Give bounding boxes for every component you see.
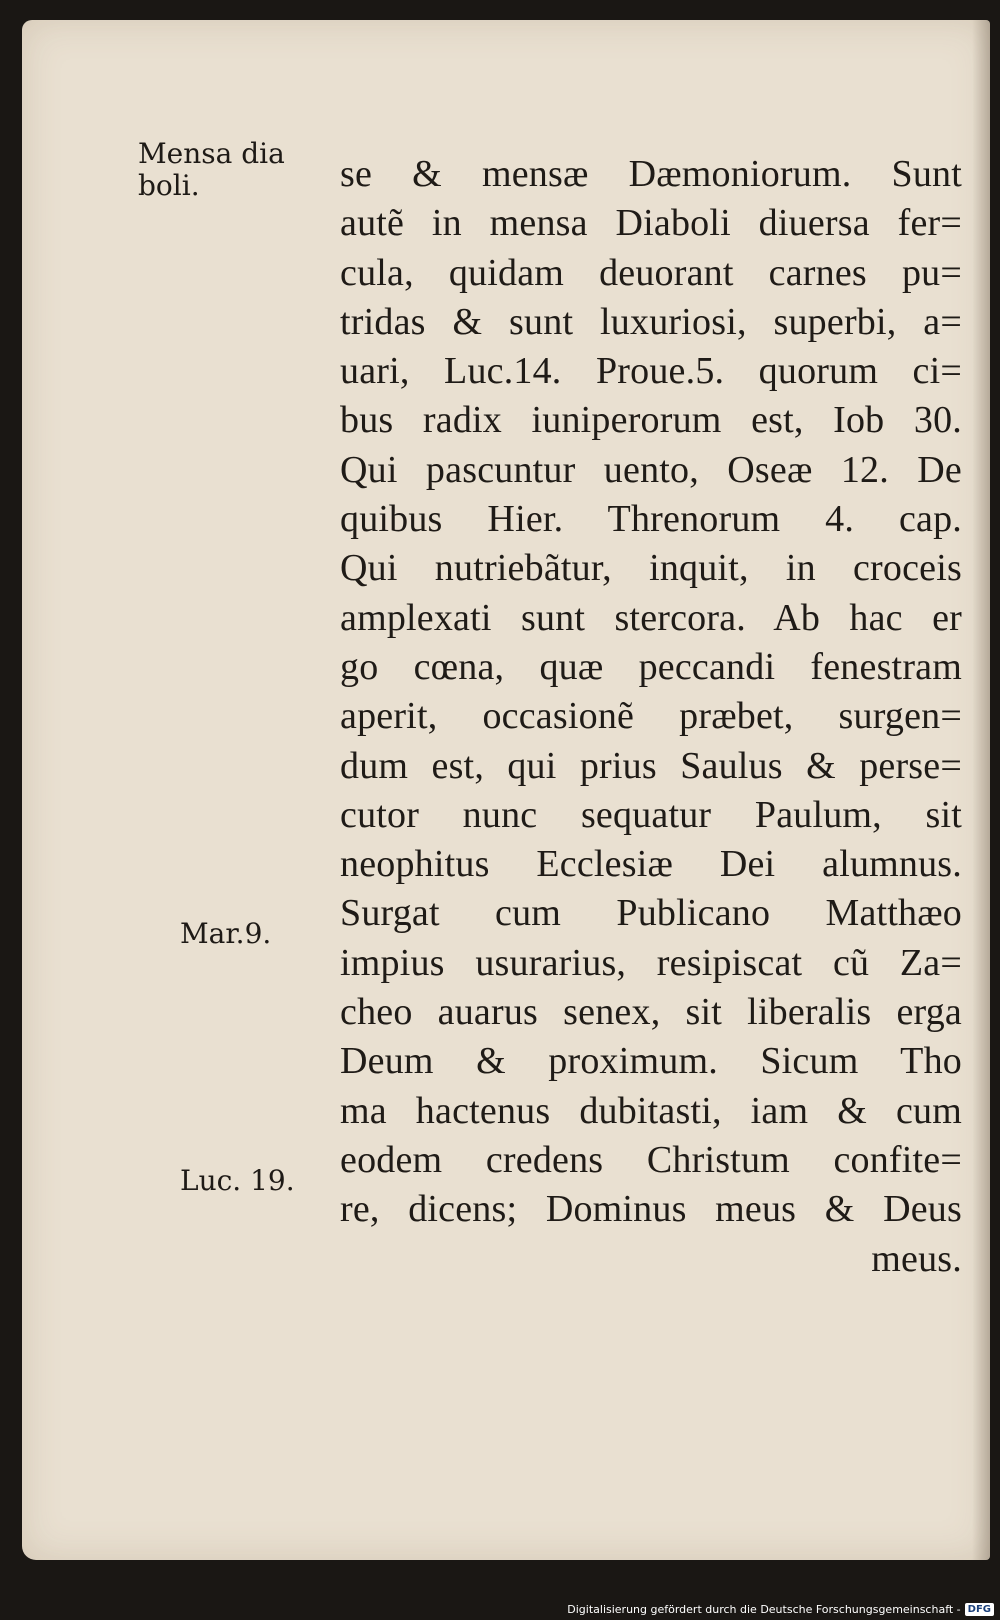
text-line: go cœna, quæ peccandi fenestram <box>340 645 962 688</box>
footer-text: Digitalisierung gefördert durch die Deutsche Forschungsgemeinschaft - <box>567 1602 961 1616</box>
text-line: se & mensæ Dæmoniorum. Sunt <box>340 153 962 195</box>
book-page <box>22 20 990 1560</box>
text-line: Qui nutriebãtur, inquit, in croceis <box>340 547 962 590</box>
text-line: autẽ in mensa Diaboli diuersa fer= <box>340 202 962 245</box>
text-line: aperit, occasionẽ præbet, surgen= <box>340 695 962 738</box>
text-line: Surgat cum Publicano Matthæo <box>340 892 962 935</box>
margin-note-mar-9 <box>180 918 271 950</box>
text-line: Deum & proximum. Sicum Tho <box>340 1040 962 1083</box>
text-line: neophitus Ecclesiæ Dei alumnus. <box>340 843 962 886</box>
margin-note-line: Luc. 19. <box>180 1164 295 1197</box>
text-line: cutor nunc sequatur Paulum, sit <box>340 793 962 836</box>
main-text-block <box>340 150 962 1284</box>
text-line-last: meus. <box>871 1237 962 1280</box>
text-line: cula, quidam deuorant carnes pu= <box>340 251 962 294</box>
margin-note-line: boli. <box>138 169 200 202</box>
text-line: ma hactenus dubitasti, iam & cum <box>340 1089 962 1132</box>
text-line: cheo auarus senex, sit liberalis erga <box>340 991 962 1034</box>
margin-note-mensa-diaboli <box>138 138 285 202</box>
text-line: re, dicens; Dominus meus & Deus <box>340 1188 962 1231</box>
text-line: Qui pascuntur uento, Oseæ 12. De <box>340 448 962 491</box>
text-line: tridas & sunt luxuriosi, superbi, a= <box>340 300 962 343</box>
margin-note-line: Mar.9. <box>180 917 272 950</box>
text-line: impius usurarius, resipiscat cũ Za= <box>340 941 962 984</box>
text-line: uari, Luc.14. Proue.5. quorum ci= <box>340 350 962 393</box>
text-line: bus radix iuniperorum est, Iob 30. <box>340 399 962 442</box>
text-line: eodem credens Christum confite= <box>340 1138 962 1181</box>
digitization-footer <box>567 1600 994 1618</box>
text-line: dum est, qui prius Saulus & perse= <box>340 744 962 787</box>
text-line: amplexati sunt stercora. Ab hac er <box>340 596 962 639</box>
margin-note-luc-19 <box>180 1165 295 1197</box>
dfg-logo: DFG <box>965 1603 994 1616</box>
text-line: quibus Hier. Threnorum 4. cap. <box>340 498 962 541</box>
margin-note-line: Mensa dia <box>138 137 285 170</box>
